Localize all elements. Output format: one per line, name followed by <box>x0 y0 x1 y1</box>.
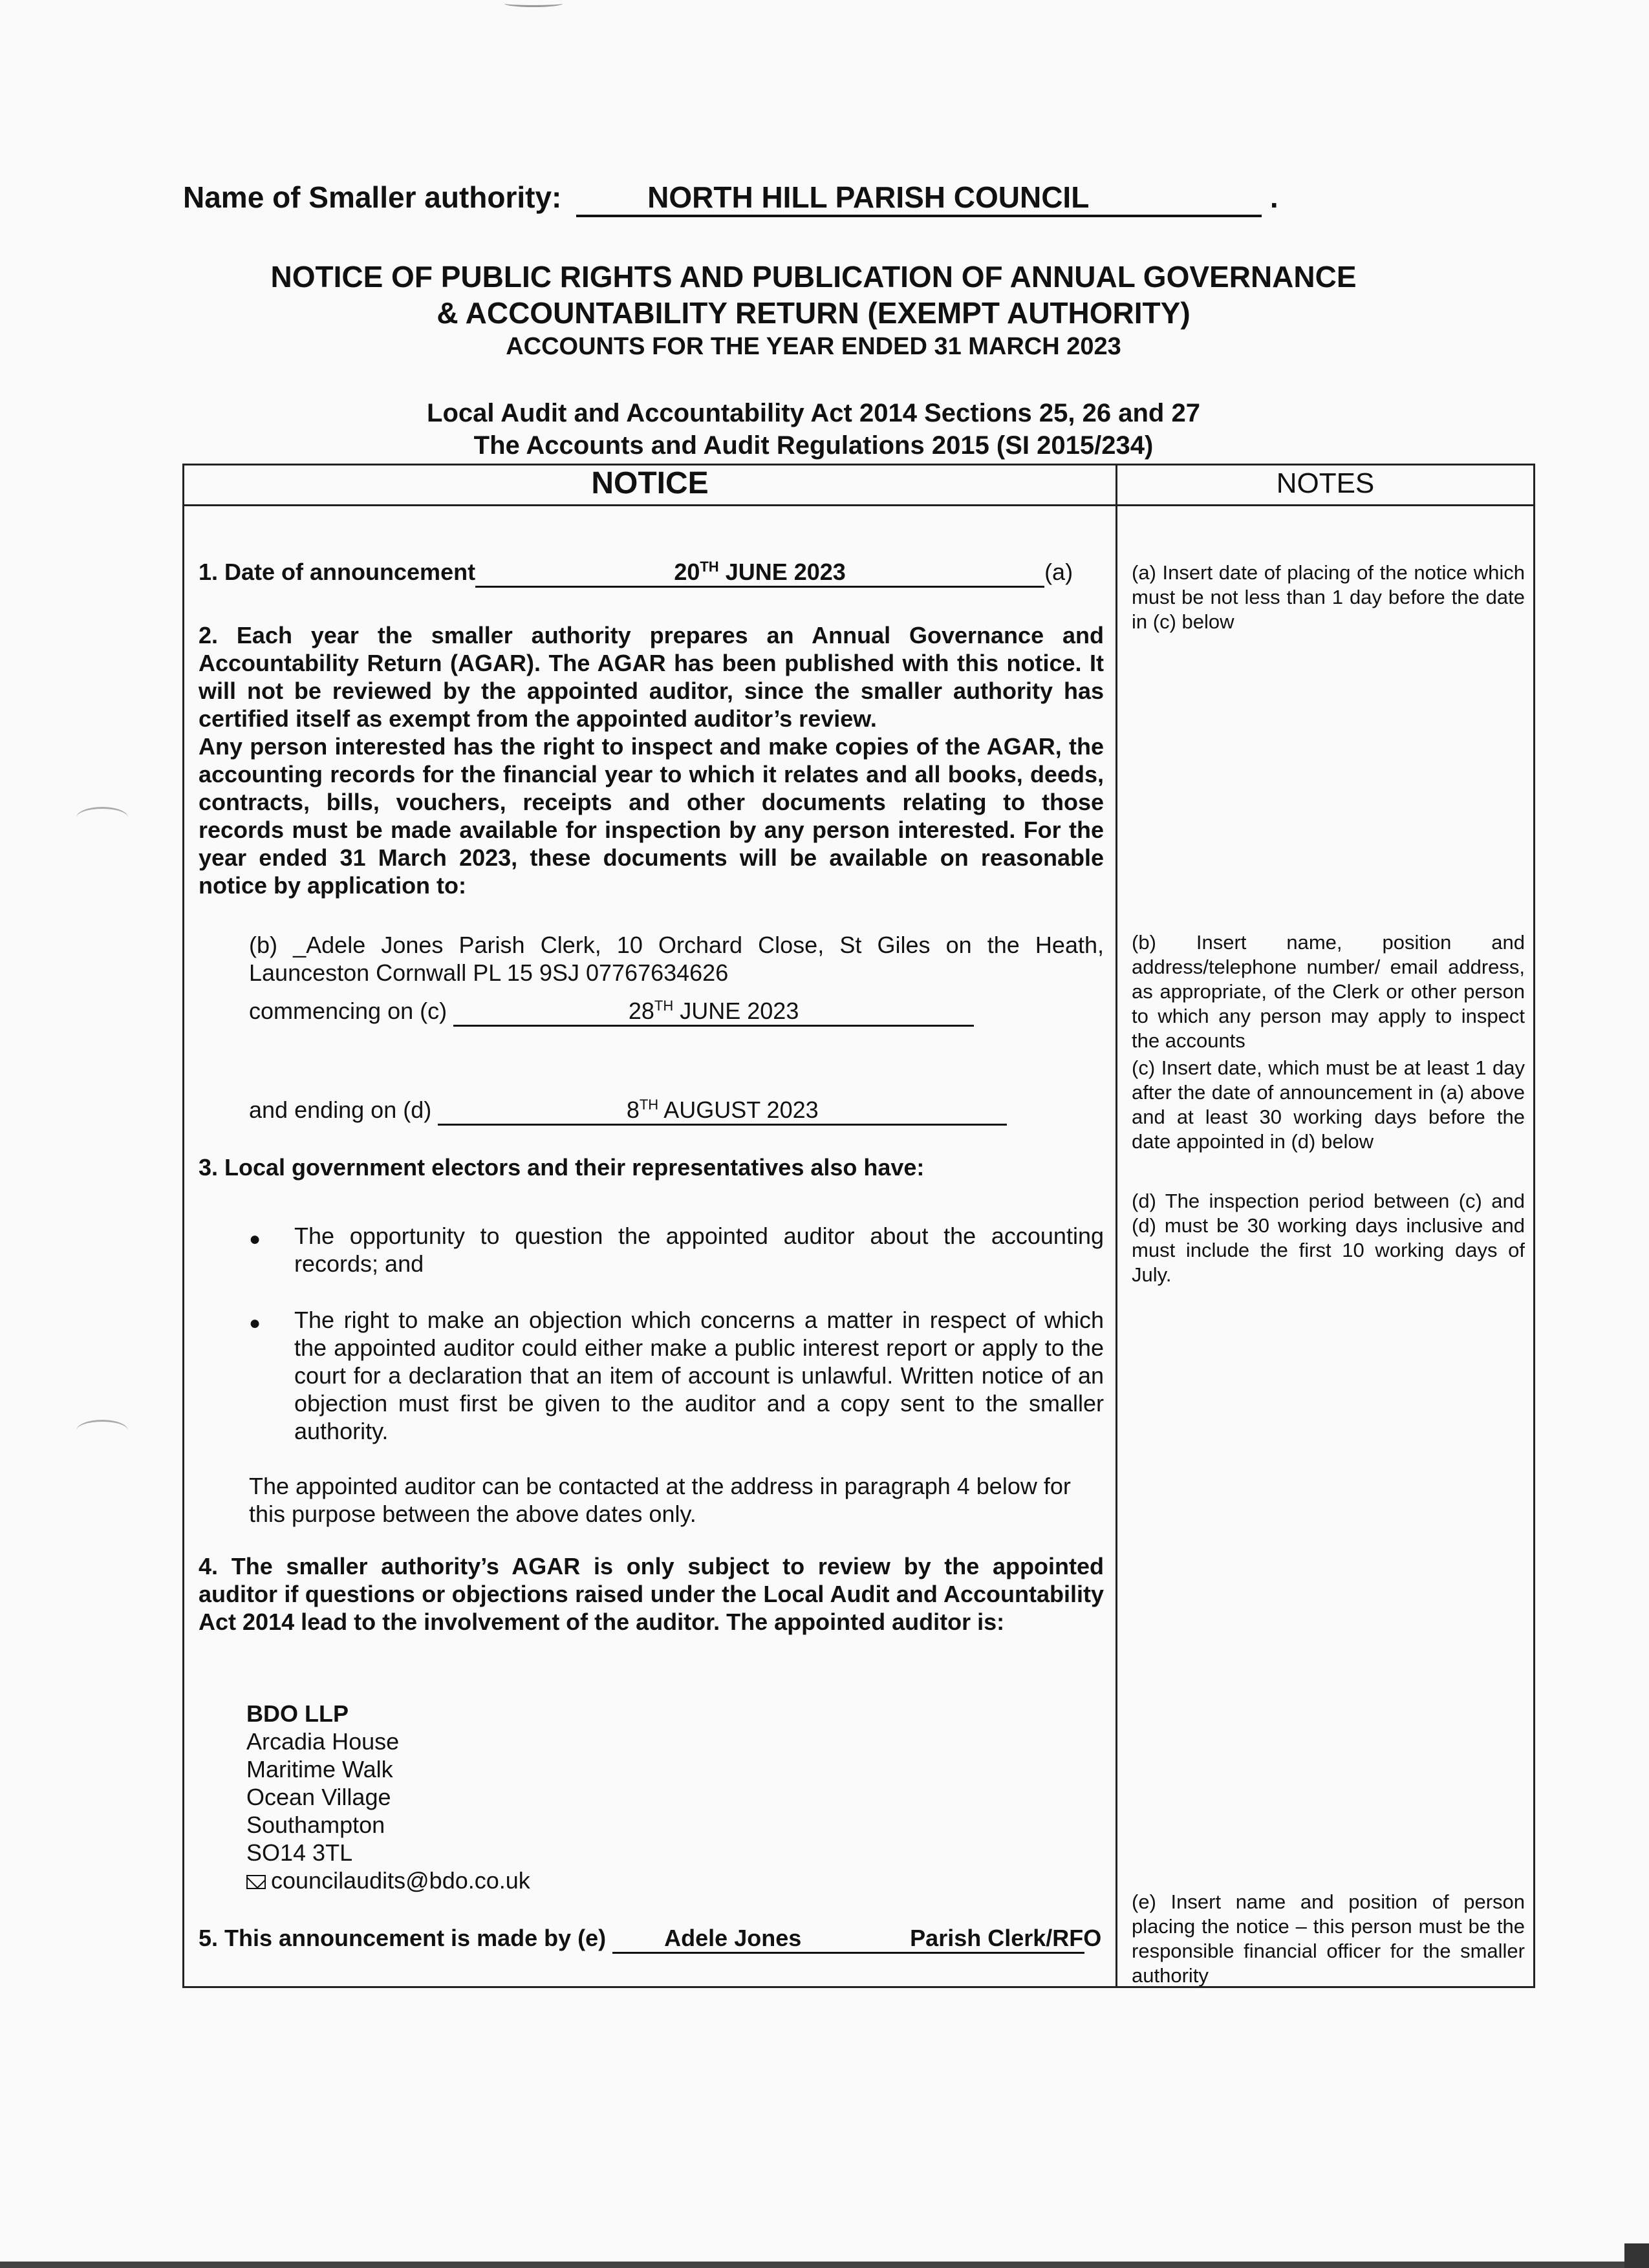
note-b: (b) Insert name, position and address/telephone number/ email address, as appropriate, of the Clerk or other person to which any person may apply to inspect the accounts <box>1132 931 1525 1052</box>
bullet-dot-icon: ● <box>249 1312 261 1334</box>
envelope-icon <box>246 1875 266 1889</box>
authority-name-line: Name of Smaller authority: NORTH HILL PARISH COUNCIL . <box>183 180 1278 217</box>
bullet-dot-icon: ● <box>249 1228 261 1250</box>
commencing-date: 28TH JUNE 2023 <box>453 997 974 1027</box>
paragraph-2: 2. Each year the smaller authority prepares an Annual Governance and Accountability Return (AGAR). The AGAR has been published with this notice. It will not be reviewed by the appointed auditor, since the smaller authority has certified itself as exempt from the appointed auditor’s review. Any person interested has the right to inspect and make copies of the AGAR, the accounting records for the financial year to which it relates and all books, deeds, contracts, bills, vouchers, receipts and other documents relating to those records must be made available for inspection by any person interested. For the year ended 31 March 2023, these documents will be available on reasonable notice by application to: <box>199 622 1104 899</box>
announcer-name: Adele Jones <box>664 1925 802 1951</box>
bullet-objection: The right to make an objection which concerns a matter in respect of which the appointed auditor could either make a public interest report or apply to the court for a declaration that an item of account is unlawful. Written notice of an objection must first be given to the auditor and a copy sent to the smaller authority. <box>294 1307 1104 1444</box>
paragraph-4: 4. The smaller authority’s AGAR is only subject to review by the appointed auditor if questions or objections raised under the Local Audit and Accountability Act 2014 lead to the involvement of the auditor. The appointed auditor is: <box>199 1553 1104 1635</box>
authority-name-label: Name of Smaller authority: <box>183 180 562 214</box>
scan-punch-mark <box>76 1420 128 1441</box>
note-e: (e) Insert name and position of person placing the notice – this person must be the responsible financial officer for the smaller authority <box>1132 1890 1525 1987</box>
paragraph-5: 5. This announcement is made by (e) Adele Jones Parish Clerk/RFO <box>199 1924 1104 1954</box>
notice-table <box>182 464 1535 1988</box>
scan-punch-mark <box>76 807 128 828</box>
scan-bottom-edge <box>0 2262 1649 2268</box>
auditor-email[interactable]: councilaudits@bdo.co.uk <box>271 1867 530 1894</box>
legislation-heading: Local Audit and Accountability Act 2014 Sections 25, 26 and 27 The Accounts and Audit Regulations 2015 (SI 2015/234) <box>427 399 1200 460</box>
ending-line: and ending on (d) 8TH AUGUST 2023 <box>249 1096 1104 1126</box>
notice-column <box>184 506 1117 1987</box>
scan-edge-mark <box>504 0 563 7</box>
commencing-line: commencing on (c) 28TH JUNE 2023 <box>249 997 1104 1027</box>
note-c: (c) Insert date, which must be at least 1 day after the date of announcement in (a) above and at least 30 working days before the date appointed in (d) below <box>1132 1056 1525 1153</box>
paragraph-3-heading: 3. Local government electors and their representatives also have: <box>199 1154 925 1181</box>
note-d: (d) The inspection period between (c) and (d) must be 30 working days inclusive and must include the first 10 working days of July. <box>1132 1190 1525 1286</box>
bullet-question-auditor: The opportunity to question the appointed auditor about the accounting records; and <box>294 1223 1104 1277</box>
notes-column <box>1117 506 1535 1987</box>
note-a: (a) Insert date of placing of the notice which must be not less than 1 day before the date in (c) below <box>1132 561 1525 633</box>
authority-name-value: NORTH HILL PARISH COUNCIL <box>576 180 1262 217</box>
paragraph-3-footer: The appointed auditor can be contacted at the address in paragraph 4 below for this purpose between the above dates only. <box>249 1473 1071 1527</box>
announcement-date-line: 1. Date of announcement 20TH JUNE 2023 (a) <box>199 558 1104 588</box>
notes-column-header: NOTES <box>1117 465 1535 506</box>
scan-corner <box>1624 2243 1649 2268</box>
contact-details: (b) _Adele Jones Parish Clerk, 10 Orchard Close, St Giles on the Heath, Launceston Cornwall PL 15 9SJ 07767634626 <box>249 932 1104 986</box>
announcement-date: 20TH JUNE 2023 <box>475 558 1044 588</box>
notice-column-header: NOTICE <box>184 465 1117 506</box>
announcer <box>612 1924 1102 1954</box>
notice-title: NOTICE OF PUBLIC RIGHTS AND PUBLICATION OF ANNUAL GOVERNANCE & ACCOUNTABILITY RETURN (EXEMPT AUTHORITY) <box>270 260 1357 330</box>
ending-date: 8TH AUGUST 2023 <box>438 1096 1007 1126</box>
announcer-role: Parish Clerk/RFO <box>910 1925 1102 1951</box>
auditor-address: BDO LLP Arcadia House Maritime Walk Ocean Village Southampton SO14 3TL councilaudits@bdo.co.uk <box>246 1700 828 1894</box>
auditor-email-line <box>246 1867 828 1894</box>
auditor-name: BDO LLP <box>246 1700 349 1727</box>
accounts-year-heading: ACCOUNTS FOR THE YEAR ENDED 31 MARCH 2023 <box>506 333 1121 360</box>
